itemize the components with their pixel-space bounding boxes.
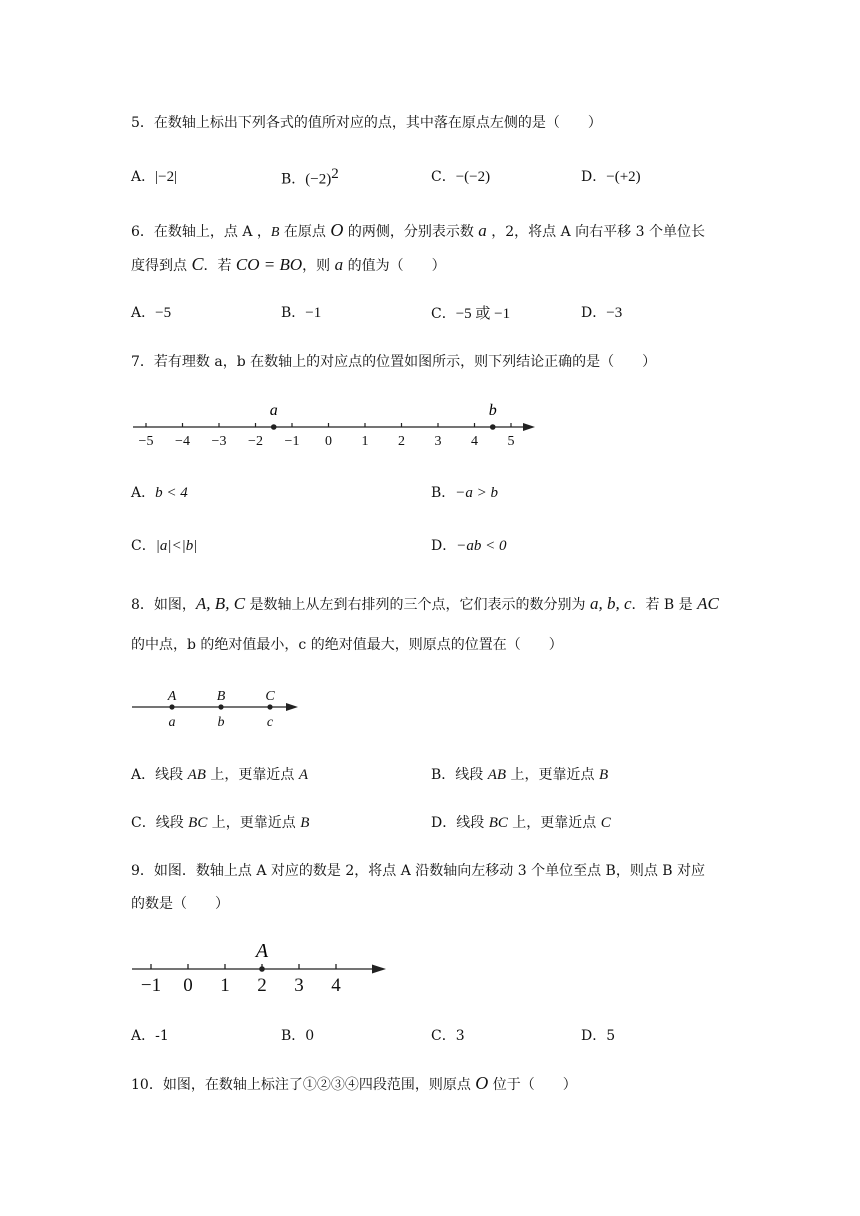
point-a-dot: [271, 424, 277, 430]
tick-label: −1: [140, 975, 162, 996]
option-label: B．: [431, 767, 456, 783]
option-label: A．: [131, 305, 156, 321]
option-label: B．: [281, 305, 306, 321]
option-value: |−2|: [155, 169, 178, 185]
option-value: −(−2): [455, 169, 491, 185]
point-b-dot: [490, 424, 496, 430]
point-group: [167, 689, 276, 730]
text-span: ．若: [203, 258, 236, 274]
point-dot: [169, 704, 174, 709]
option-exponent: 2: [331, 166, 339, 182]
point-a-dot: [259, 966, 265, 972]
tick-label: 3: [294, 975, 304, 996]
point-o: O: [475, 1073, 489, 1093]
tick-label: 1: [220, 975, 230, 996]
arrow-head-icon: [372, 965, 386, 974]
option-value: −ab < 0: [456, 538, 507, 554]
arrow-head-icon: [523, 423, 535, 431]
option-label: A．: [131, 1028, 156, 1044]
text-span: 线段: [155, 767, 188, 783]
point-name: B: [300, 815, 310, 831]
option-label: D．: [431, 538, 457, 554]
q9-option-b: [281, 1025, 314, 1045]
option-value: −3: [606, 305, 623, 321]
point-name: A: [298, 767, 308, 783]
option-label: C．: [431, 169, 456, 185]
segment-name: BC: [188, 815, 208, 831]
question-7-text: 7．若有理数 a，b 在数轴上的对应点的位置如图所示，则下列结论正确的是（ ）: [131, 354, 657, 370]
text-span: 上，更靠近点: [205, 767, 299, 783]
tick-label: −4: [175, 434, 190, 449]
option-label: A．: [131, 767, 156, 783]
option-value: −5 或 −1: [455, 306, 511, 322]
variable-a: a: [334, 255, 344, 274]
point-lower-label: b: [217, 715, 225, 730]
option-label: D．: [431, 815, 457, 831]
tick-label: 0: [325, 434, 332, 449]
equation: CO = BO: [235, 255, 303, 274]
question-8-line-1: [131, 594, 719, 614]
question-5-text: 5．在数轴上标出下列各式的值所对应的点，其中落在原点左侧的是（ ）: [131, 115, 602, 131]
q7-option-d: [431, 535, 506, 555]
q5-option-a: [131, 166, 177, 186]
text-span: 线段: [456, 815, 489, 831]
option-label: C．: [131, 538, 156, 554]
q7-option-b: [431, 482, 498, 502]
tick-label: −3: [211, 434, 227, 449]
q5-option-b: [281, 166, 339, 189]
question-9-line-1: 9．如图．数轴上点 A 对应的数是 2，将点 A 沿数轴向左移动 3 个单位至点 B，则点 B 对应: [131, 863, 706, 879]
tick-label: 2: [257, 975, 267, 996]
text-span: 度得到点: [131, 258, 192, 274]
text-span: 8．如图，: [131, 597, 196, 613]
option-value: -1: [155, 1028, 169, 1044]
question-9-line-2: 的数是（ ）: [131, 896, 229, 912]
point-a-label: a: [269, 402, 278, 419]
option-label: C．: [131, 815, 156, 831]
point-name: B: [598, 767, 609, 783]
tick-label: 1: [361, 434, 369, 449]
q5-option-c: [431, 166, 490, 186]
point-a-label: A: [255, 940, 269, 962]
option-value: −1: [305, 305, 322, 321]
option-label: D．: [581, 1028, 607, 1044]
q9-option-d: [581, 1025, 615, 1045]
point-name: C: [600, 815, 611, 831]
variable-a: a: [478, 221, 487, 240]
option-label: B．: [431, 485, 456, 501]
segment-ac: AC: [697, 594, 719, 613]
text-span: ，则: [302, 258, 335, 274]
option-value: (−2): [305, 171, 332, 188]
arrow-head-icon: [286, 703, 298, 711]
option-label: C．: [431, 1028, 456, 1044]
tick-label: −1: [284, 434, 300, 449]
segment-name: AB: [187, 767, 206, 783]
q6-option-a: [131, 302, 171, 322]
option-value: b < 4: [155, 485, 188, 501]
point-lower-label: c: [266, 715, 274, 730]
q6-option-b: [281, 302, 321, 322]
segment-name: BC: [488, 815, 508, 831]
q8-option-a: [131, 764, 308, 784]
text-span: 位于（ ）: [488, 1077, 577, 1093]
option-value: |a|<|b|: [155, 538, 198, 554]
option-value: 0: [305, 1028, 315, 1044]
q5-option-d: [581, 166, 641, 186]
text-span: 上，更靠近点: [507, 815, 601, 831]
tick-label: 2: [398, 434, 405, 449]
q6-option-d: [581, 302, 622, 322]
option-value: 3: [455, 1028, 465, 1044]
point-b-label: b: [488, 402, 497, 419]
option-label: D．: [581, 169, 607, 185]
tick-label: −5: [138, 434, 154, 449]
point-o: O: [330, 220, 344, 240]
tick-label: 5: [507, 434, 515, 449]
option-value: −a > b: [455, 485, 499, 501]
tick-label: 0: [183, 975, 193, 996]
option-label: C．: [431, 306, 456, 322]
option-value: −(+2): [606, 169, 641, 185]
question-6-line-2: [131, 254, 446, 275]
q9-option-a: [131, 1025, 169, 1045]
tick-label: 4: [471, 434, 478, 449]
question-10-text: [131, 1073, 577, 1094]
q8-option-c: [131, 812, 309, 832]
text-span: 的值为（ ）: [343, 258, 446, 274]
tick-label: 3: [434, 434, 442, 449]
q9-number-line: [128, 935, 393, 997]
text-span: 上，更靠近点: [506, 767, 599, 783]
points-abc: A, B, C: [195, 594, 246, 613]
point-c: C: [191, 254, 204, 274]
text-span: 的两侧，分别表示数: [343, 224, 479, 240]
tick-label: −2: [248, 434, 263, 449]
option-label: B．: [281, 171, 306, 188]
values-abc: a, b, c: [589, 594, 632, 613]
text-span: 在原点: [279, 224, 331, 240]
text-span: 是数轴上从左到右排列的三个点，它们表示的数分别为: [245, 597, 590, 613]
point-upper-label: A: [167, 689, 177, 704]
text-span: ．若 B 是: [631, 597, 698, 613]
text-span: 6．在数轴上，点 A ，: [131, 224, 271, 240]
text-span: 上，更靠近点: [207, 815, 301, 831]
option-label: D．: [581, 305, 607, 321]
segment-name: AB: [487, 767, 507, 783]
q9-option-c: [431, 1025, 465, 1045]
point-b: B: [270, 225, 280, 240]
text-span: 10．如图，在数轴上标注了①②③④四段范围，则原点: [131, 1077, 476, 1093]
q6-option-c: [431, 302, 510, 323]
q7-option-c: [131, 535, 197, 555]
text-span: 线段: [155, 815, 189, 831]
option-label: B．: [281, 1028, 306, 1044]
q7-number-line: [125, 395, 545, 450]
q8-option-d: [431, 812, 611, 832]
option-value: 5: [606, 1028, 616, 1044]
point-upper-label: C: [265, 689, 275, 704]
point-lower-label: a: [168, 715, 176, 730]
q8-option-b: [431, 764, 608, 784]
question-6-line-1: [131, 220, 705, 241]
point-upper-label: B: [216, 689, 226, 704]
point-dot: [267, 704, 272, 709]
point-dot: [218, 704, 223, 709]
option-value: −5: [155, 305, 172, 321]
question-8-line-2: 的中点，b 的绝对值最小，c 的绝对值最大，则原点的位置在（ ）: [131, 637, 563, 653]
q8-number-line: [128, 684, 308, 734]
tick-label: 4: [331, 975, 341, 996]
q7-option-a: [131, 482, 188, 502]
text-span: ，2，将点 A 向右平移 3 个单位长: [486, 224, 705, 240]
option-label: A．: [131, 169, 156, 185]
option-label: A．: [131, 485, 156, 501]
text-span: 线段: [455, 767, 488, 783]
